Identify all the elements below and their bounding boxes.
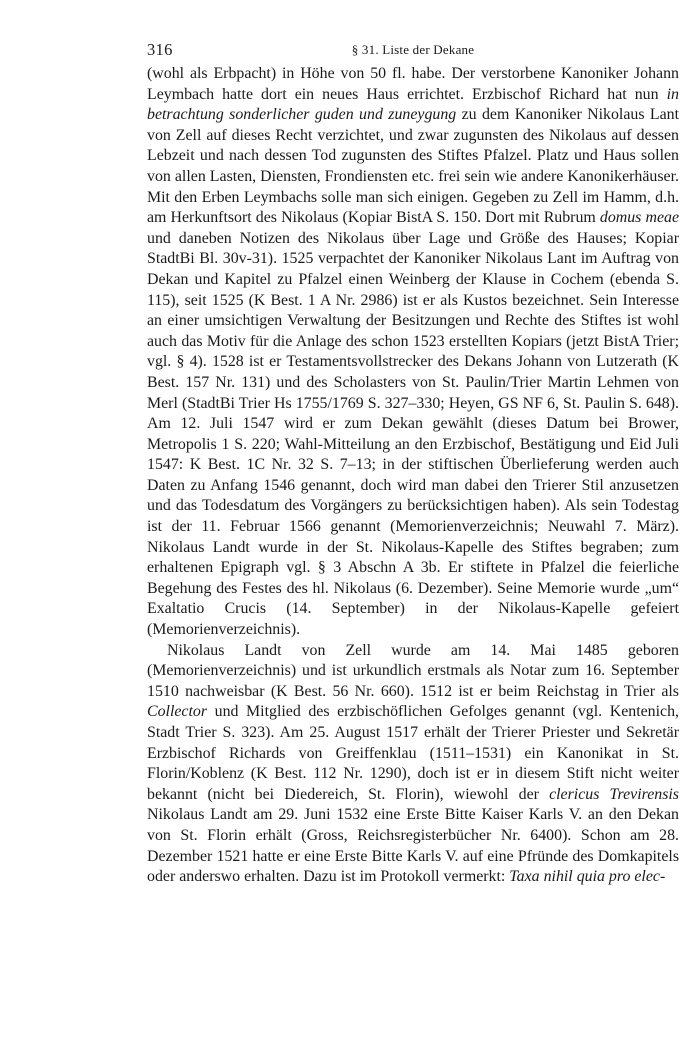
paragraph bbox=[147, 64, 679, 641]
body-text bbox=[147, 64, 679, 888]
text-run: Nikolaus Landt von Zell wurde am 14. Mai 1485 geboren (Memorienverzeichnis) und ist urkundlich erstmals als Notar zum 16. September 1510 nachweisbar (K Best. 56 Nr. 660). 1512 ist er beim Reichstag in Trier als bbox=[147, 641, 679, 700]
italic-text: in betrachtung sonderlicher guden und zuneygung bbox=[147, 85, 679, 124]
text-run: und daneben Notizen des Nikolaus über Lage und Größe des Hauses; Kopiar StadtBi Bl. 30v-31). 1525 verpachtet der Kanoniker Nikolaus Lant im Auftrag von Dekan und Kapitel zu Pfalzel einen Weinberg der Klause in Cochem (ebenda S. 115), seit 1525 (K Best. 1 A Nr. 2986) ist er als Kustos bezeichnet. Sein Interesse an einer umsichtigen Verwaltung der Besitzungen und Rechte des Stiftes ist wohl auch das Motiv für die Anlage des schon 1523 erstellten Kopiars (jetzt BistA Trier; vgl. § 4). 1528 ist er Testamentsvollstrecker des Dekans Johann von Lutzerath (K Best. 157 Nr. 131) und des Scholasters von St. Paulin/Trier Martin Lehmen von Merl (StadtBi Trier Hs 1755/1769 S. 327–330; Heyen, GS NF 6, St. Paulin S. 648). Am 12. Juli 1547 wird er zum Dekan gewählt (dieses Datum bei Brower, Metropolis 1 S. 220; Wahl-Mitteilung an den Erzbischof, Bestätigung und Eid Juli 1547: K Best. 1C Nr. 32 S. 7–13; in der stiftischen Überlieferung werden auch Daten zu Anfang 1546 genannt, doch wird man dabei den Trierer Stil anzusetzen und das Todesdatum des Vorgängers zu berücksichtigen haben). Als sein Todestag ist der 11. Februar 1566 genannt (Memorienverzeichnis; Neuwahl 7. März). Nikolaus Landt wurde in der St. Nikolaus-Kapelle des Stiftes begraben; zum erhaltenen Epigraph vgl. § 3 Abschn A 3b. Er stiftete in Pfalzel die feierliche Begehung des Festes des hl. Nikolaus (6. Dezember). Seine Memorie wurde „um“ Exaltatio Crucis (14. September) in der Nikolaus-Kapelle gefeiert (Memorienverzeichnis). bbox=[147, 229, 679, 639]
page-number: 316 bbox=[147, 40, 173, 59]
text-run: (wohl als Erbpacht) in Höhe von 50 fl. habe. Der verstorbene Kanoniker Johann Leymbach hatte dort ein neues Haus errichtet. Erzbischof Richard hat nun bbox=[147, 65, 679, 103]
italic-text: Collector bbox=[147, 703, 208, 721]
text-run: und Mitglied des erzbischöflichen Gefolges genannt (vgl. Kentenich, Stadt Trier S. 323). Am 25. August 1517 erhält der Trierer Priester und Sekretär Erzbischof Richards von Greiffenklau (1511–1531) ein Kanonikat in St. Florin/Koblenz (K Best. 112 Nr. 1290), doch ist er in diesem Stift nicht weiter bekannt (nicht bei Diedereich, St. Florin), wiewohl der bbox=[147, 703, 679, 803]
italic-text: domus meae bbox=[599, 209, 679, 227]
paragraph bbox=[147, 641, 679, 888]
running-head: § 31. Liste der Dekane bbox=[351, 42, 475, 57]
italic-text: Taxa nihil quia pro elec- bbox=[509, 868, 666, 886]
italic-text: clericus Trevirensis bbox=[549, 785, 679, 803]
text-run: zu dem Kanoniker Nikolaus Lant von Zell auf dieses Recht verzichtet, und zwar zugunsten des Nikolaus auf dessen Lebzeit und nach dessen Tod zugunsten des Stiftes Pfalzel. Platz und Haus sollen von allen Lasten, Diensten, Frondiensten etc. frei sein wie andere Kanonikerhäuser. Mit den Erben Leymbachs solle man sich einigen. Gegeben zu Zell im Hamm, d.h. am Herkunftsort des Nikolaus (Kopiar BistA S. 150. Dort mit Rubrum bbox=[147, 106, 680, 227]
text-run: Nikolaus Landt am 29. Juni 1532 eine Erste Bitte Kaiser Karls V. an den Dekan von St. Florin erhält (Gross, Reichsregisterbücher Nr. 6400). Schon am 28. Dezember 1521 hatte er eine Erste Bitte Karls V. auf eine Pfründe des Domkapitels oder anderswo erhalten. Dazu ist im Protokoll vermerkt: bbox=[147, 806, 679, 886]
page-header bbox=[147, 40, 679, 64]
